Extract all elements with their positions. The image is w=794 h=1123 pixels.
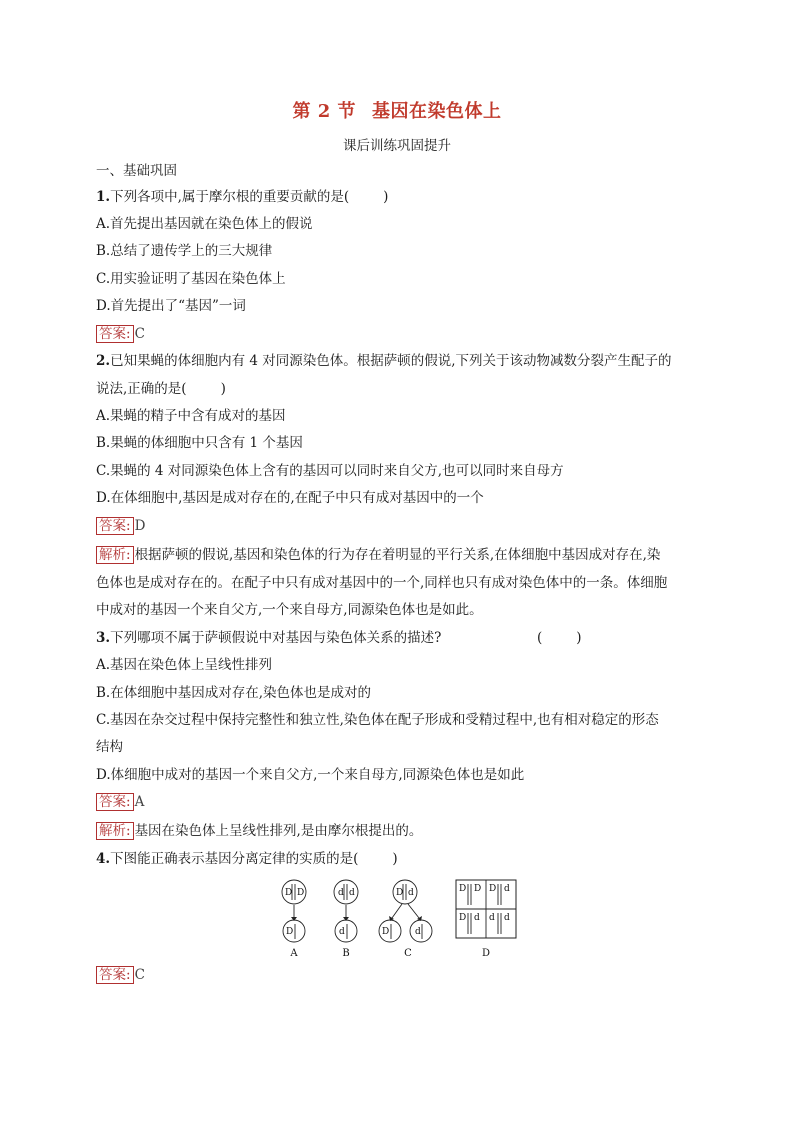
question-3-bracket: ( ): [537, 630, 582, 646]
panel-label-b: B: [342, 948, 350, 959]
question-2-option-c: C.果蝇的 4 对同源染色体上含有的基因可以同时来自父方,也可以同时来自母方: [96, 463, 564, 479]
gene-label: d: [504, 913, 510, 923]
question-1-option-c: C.用实验证明了基因在染色体上: [96, 271, 286, 287]
gene-label: d: [338, 888, 344, 898]
gene-label: D: [459, 913, 467, 923]
question-1-answer: 答案: C: [96, 325, 145, 343]
gene-label: d: [349, 888, 355, 898]
answer-tag: 答案:: [96, 793, 134, 811]
explain-tag: 解析:: [96, 546, 134, 564]
gene-label: d: [408, 888, 414, 898]
answer-tag: 答案:: [96, 517, 134, 535]
gene-label: D: [297, 888, 305, 898]
question-4-stem: 4.下图能正确表示基因分离定律的实质的是( ): [96, 851, 398, 867]
question-2-stem-line-2: 说法,正确的是( ): [96, 381, 226, 397]
question-1-option-d: D.首先提出了“基因”一词: [96, 298, 246, 314]
question-2-option-d: D.在体细胞中,基因是成对存在的,在配子中只有成对基因中的一个: [96, 490, 484, 506]
page-subtitle: 课后训练巩固提升: [343, 138, 451, 154]
gene-label: D: [396, 888, 404, 898]
gene-segregation-figure: [270, 878, 530, 960]
explain-tag: 解析:: [96, 822, 134, 840]
question-1-option-b: B.总结了遗传学上的三大规律: [96, 243, 273, 259]
gene-label: D: [382, 927, 390, 937]
question-2-explanation-line-1: 解析: 根据萨顿的假说,基因和染色体的行为存在着明显的平行关系,在体细胞中基因成对存在,染: [96, 546, 660, 564]
question-3-answer: 答案: A: [96, 793, 144, 811]
question-3-stem: 3.下列哪项不属于萨顿假说中对基因与染色体关系的描述?: [96, 630, 442, 646]
panel-label-d: D: [481, 948, 491, 959]
answer-tag: 答案:: [96, 325, 134, 343]
gene-label: d: [339, 927, 345, 937]
answer-tag: 答案:: [96, 966, 134, 984]
question-1-option-a: A.首先提出基因就在染色体上的假说: [96, 216, 313, 232]
gene-label: D: [286, 927, 294, 937]
gene-label: d: [415, 927, 421, 937]
question-2-option-a: A.果蝇的精子中含有成对的基因: [96, 408, 286, 424]
question-3-option-c-cont: 结构: [96, 739, 123, 755]
question-3-explanation: 解析: 基因在染色体上呈线性排列,是由摩尔根提出的。: [96, 822, 422, 840]
question-2-explanation-line-3: 中成对的基因一个来自父方,一个来自母方,同源染色体也是如此。: [96, 602, 483, 618]
section-heading: 一、基础巩固: [96, 163, 177, 179]
gene-label: d: [504, 884, 510, 894]
gene-label: D: [474, 884, 482, 894]
page-title: 第 2 节 基因在染色体上: [292, 101, 502, 122]
panel-label-c: C: [404, 948, 412, 959]
gene-label: d: [489, 913, 495, 923]
gene-label: D: [459, 884, 467, 894]
question-2-answer: 答案: D: [96, 517, 145, 535]
question-1-stem: 1.下列各项中,属于摩尔根的重要贡献的是( ): [96, 189, 389, 205]
question-3-option-d: D.体细胞中成对的基因一个来自父方,一个来自母方,同源染色体也是如此: [96, 767, 525, 783]
question-3-option-b: B.在体细胞中基因成对存在,染色体也是成对的: [96, 685, 372, 701]
question-2-option-b: B.果蝇的体细胞中只含有 1 个基因: [96, 435, 303, 451]
question-3-option-c: C.基因在杂交过程中保持完整性和独立性,染色体在配子形成和受精过程中,也有相对稳定的形态: [96, 712, 659, 728]
question-3-option-a: A.基因在染色体上呈线性排列: [96, 657, 273, 673]
question-2-explanation-line-2: 色体也是成对存在的。在配子中只有成对基因中的一个,同样也只有成对染色体中的一条。体细胞: [96, 575, 668, 591]
gene-label: d: [474, 913, 480, 923]
gene-label: D: [489, 884, 497, 894]
question-4-answer: 答案: C: [96, 966, 145, 984]
panel-label-a: A: [290, 948, 298, 959]
gene-label: D: [285, 888, 293, 898]
question-2-stem-line-1: 2.已知果蝇的体细胞内有 4 对同源染色体。根据萨顿的假说,下列关于该动物减数分裂产生配子的: [96, 353, 672, 369]
